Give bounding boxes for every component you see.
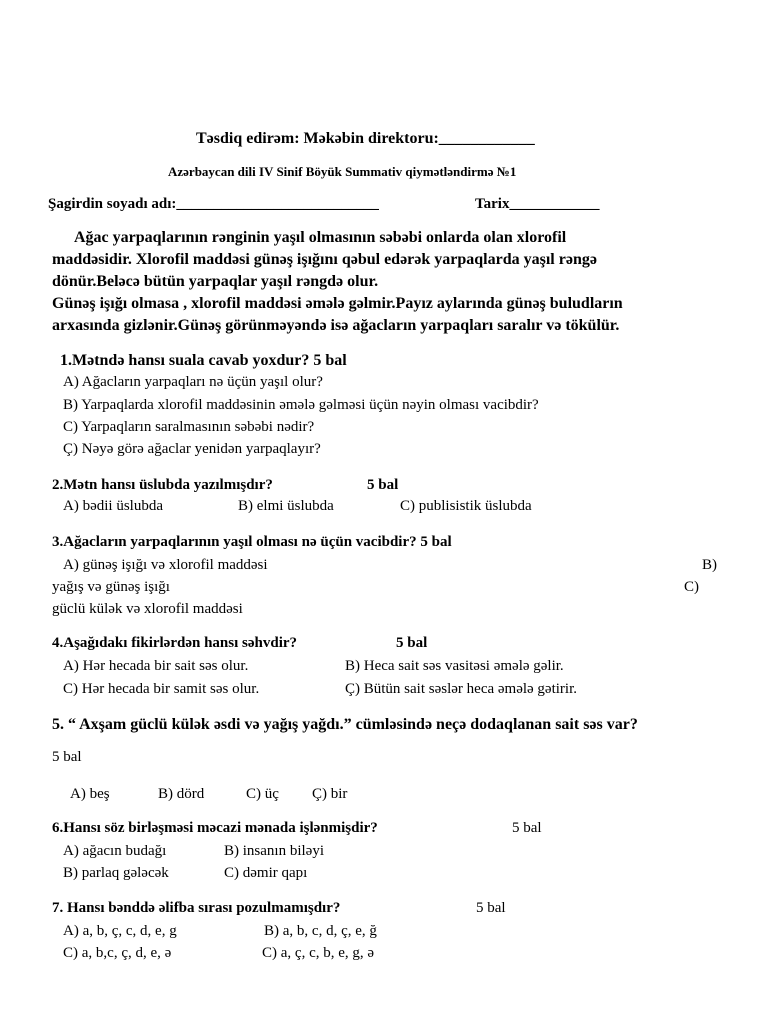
answer-option: A) günəş işığı və xlorofil maddəsi <box>63 557 268 573</box>
answer-option: B) Yarpaqlarda xlorofil maddəsinin əmələ gəlməsi üçün nəyin olması vacibdir? <box>63 397 539 413</box>
answer-option: A) bədii üslubda <box>63 498 163 514</box>
question-points: 5 bal <box>476 900 506 916</box>
answer-option: yağış və günəş işığı <box>52 579 170 595</box>
answer-option: B) a, b, c, d, ç, e, ğ <box>264 923 377 939</box>
question-title: 2.Mətn hansı üslubda yazılmışdır? <box>52 477 273 493</box>
passage-line: Günəş işığı olmasa , xlorofil maddəsi əmələ gəlmir.Payız aylarında günəş buludların <box>52 295 623 312</box>
passage-line: maddəsidir. Xlorofil maddəsi günəş işığını qəbul edərək yarpaqlarda yaşıl rəngə <box>52 251 597 268</box>
answer-option: C) a, ç, c, b, e, g, ə <box>262 945 375 961</box>
question-title: 7. Hansı bənddə əlifba sırası pozulmamışdır? <box>52 900 341 916</box>
passage-line: arxasında gizlənir.Günəş görünməyəndə isə ağacların yarpaqları saralır və tökülür. <box>52 317 620 334</box>
answer-option: C) üç <box>246 786 279 802</box>
question-title: 3.Ağacların yarpaqlarının yaşıl olması nə üçün vacibdir? 5 bal <box>52 534 452 550</box>
answer-option: güclü külək və xlorofil maddəsi <box>52 601 243 617</box>
exam-subtitle: Azərbaycan dili IV Sinif Böyük Summativ qiymətləndirmə №1 <box>168 164 517 179</box>
passage-line: Ağac yarpaqlarının rənginin yaşıl olmasının səbəbi onlarda olan xlorofil <box>74 229 567 246</box>
question-title: 5. “ Axşam güclü külək əsdi və yağış yağdı.” cümləsində neçə dodaqlanan sait səs var? <box>52 716 638 733</box>
question-title: 1.Mətndə hansı suala cavab yoxdur? 5 bal <box>60 352 347 369</box>
answer-option: C) a, b,c, ç, d, e, ə <box>63 945 172 961</box>
student-name-field: Şagirdin soyadı adı:___________________________ <box>48 196 379 212</box>
question-points: 5 bal <box>396 635 428 651</box>
answer-option: A) a, b, ç, c, d, e, g <box>63 923 177 939</box>
answer-option: B) dörd <box>158 786 205 802</box>
answer-letter: B) <box>702 557 717 573</box>
passage-line: dönür.Beləcə bütün yarpaqlar yaşıl rəngdə olur. <box>52 273 379 290</box>
question-points: 5 bal <box>52 749 82 765</box>
answer-option: A) Hər hecada bir sait səs olur. <box>63 658 249 674</box>
approval-line: Təsdiq edirəm: Məkəbin direktoru:____________ <box>196 130 535 147</box>
answer-option: B) parlaq gələcək <box>63 865 169 881</box>
answer-letter: C) <box>684 579 699 595</box>
answer-option: A) ağacın budağı <box>63 843 167 859</box>
answer-option: B) elmi üslubda <box>238 498 334 514</box>
answer-option: A) Ağacların yarpaqları nə üçün yaşıl olur? <box>63 374 323 390</box>
question-points: 5 bal <box>512 820 542 836</box>
answer-option: C) dəmir qapı <box>224 865 308 881</box>
answer-option: C) Hər hecada bir samit səs olur. <box>63 681 260 697</box>
answer-option: Ç) bir <box>312 786 348 802</box>
answer-option: C) publisistik üslubda <box>400 498 532 514</box>
answer-option: Ç) Nəyə görə ağaclar yenidən yarpaqlayır? <box>63 441 321 457</box>
answer-option: A) beş <box>70 786 110 802</box>
question-points: 5 bal <box>367 477 399 493</box>
answer-option: C) Yarpaqların saralmasının səbəbi nədir? <box>63 419 315 435</box>
answer-option: B) insanın biləyi <box>224 843 324 859</box>
answer-option: B) Heca sait səs vasitəsi əmələ gəlir. <box>345 658 564 674</box>
question-title: 4.Aşağıdakı fikirlərdən hansı səhvdir? <box>52 635 298 651</box>
answer-option: Ç) Bütün sait səslər heca əmələ gətirir. <box>345 681 578 697</box>
date-field: Tarix____________ <box>475 196 600 212</box>
question-title: 6.Hansı söz birləşməsi məcazi mənada işlənmişdir? <box>52 820 378 836</box>
